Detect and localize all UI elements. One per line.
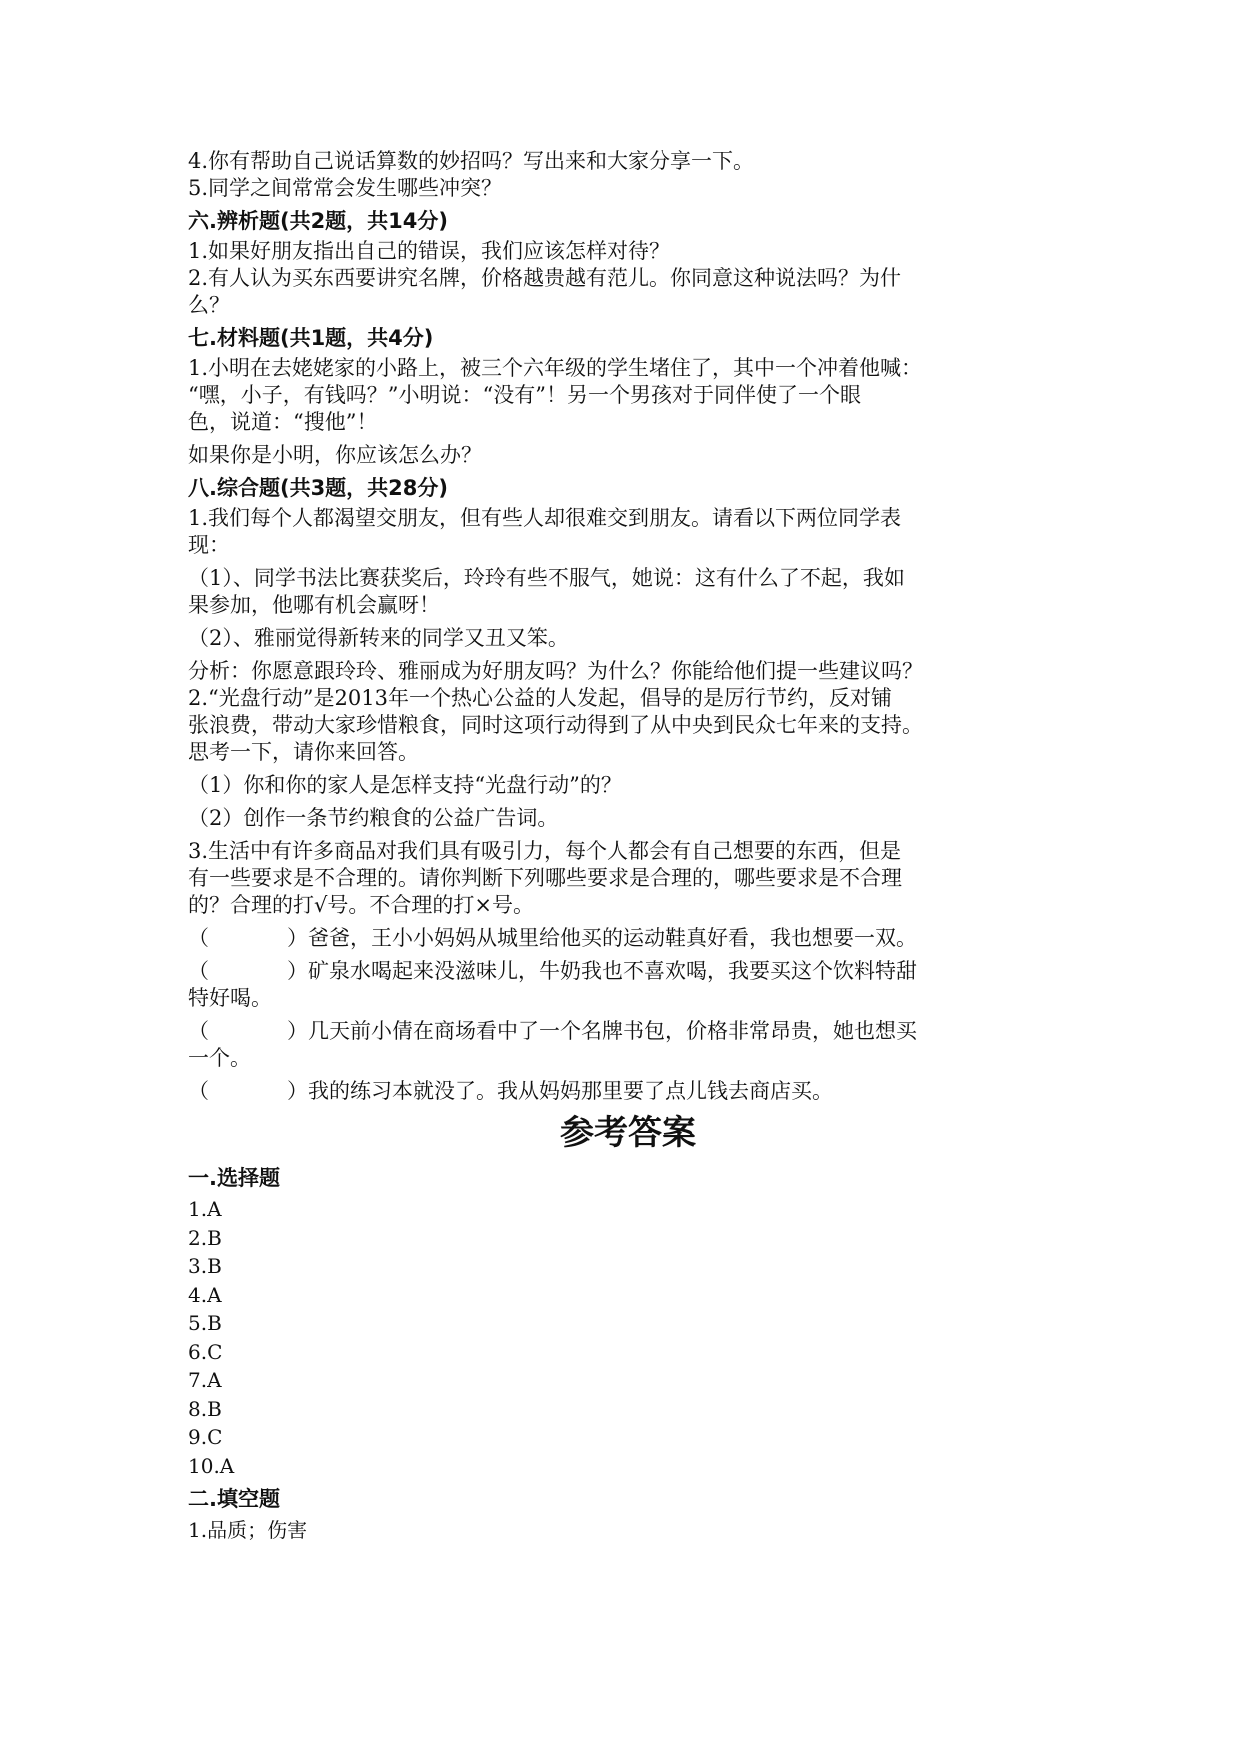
answer-item: 1.品质；伤害 bbox=[188, 1518, 308, 1542]
section-8-q2-sub: （2）创作一条节约粮食的公益广告词。 bbox=[188, 806, 559, 830]
exam-page bbox=[188, 148, 1068, 1545]
section-8-q2-sub: （1）你和你的家人是怎样支持“光盘行动”的？ bbox=[188, 773, 622, 797]
section-7-heading: 七.材料题(共1题，共4分) bbox=[188, 326, 434, 350]
judge-item-text: 几天前小倩在商场看中了一个名牌书包，价格非常昂贵，她也想买 bbox=[308, 1019, 917, 1043]
section-8-q1-case: 果参加，他哪有机会赢呀！ bbox=[188, 593, 440, 617]
section-8-q3: 有一些要求是不合理的。请你判断下列哪些要求是合理的，哪些要求是不合理 bbox=[188, 866, 902, 890]
answer-item: 6.C bbox=[188, 1339, 223, 1364]
section-6-question: 2.有人认为买东西要讲究名牌，价格越贵越有范儿。你同意这种说法吗？为什 bbox=[188, 266, 902, 290]
section-8-q2: 思考一下，请你来回答。 bbox=[188, 740, 419, 764]
section-8-q1-case: （1）、同学书法比赛获奖后，玲玲有些不服气，她说：这有什么了不起，我如 bbox=[188, 566, 905, 590]
answer-item: 7.A bbox=[188, 1368, 222, 1392]
judge-item-text: 我的练习本就没了。我从妈妈那里要了点儿钱去商店买。 bbox=[308, 1079, 833, 1103]
section-8-q2: 2.“光盘行动”是2013年一个热心公益的人发起，倡导的是厉行节约，反对铺 bbox=[188, 686, 892, 710]
judge-item bbox=[188, 925, 1068, 952]
answer-item: 3.B bbox=[188, 1254, 222, 1278]
judge-item-text: 矿泉水喝起来没滋味儿，牛奶我也不喜欢喝，我要买这个饮料特甜 bbox=[308, 959, 917, 983]
section-7-text: “嘿，小子，有钱吗？”小明说：“没有”！另一个男孩对于同伴使了一个眼 bbox=[188, 383, 861, 407]
section-6-question: 1.如果好朋友指出自己的错误，我们应该怎样对待？ bbox=[188, 239, 671, 263]
question-5: 5.同学之间常常会发生哪些冲突？ bbox=[188, 176, 503, 200]
judge-item bbox=[188, 1018, 1068, 1045]
section-8-q1: 现： bbox=[188, 533, 230, 557]
answer-item: 10.A bbox=[188, 1453, 235, 1478]
section-8-q2: 张浪费，带动大家珍惜粮食，同时这项行动得到了从中央到民众七年来的支持。 bbox=[188, 713, 923, 737]
section-7-question: 如果你是小明，你应该怎么办？ bbox=[188, 443, 482, 467]
answer-item: 1.A bbox=[188, 1197, 222, 1221]
answer-item: 9.C bbox=[188, 1425, 223, 1449]
judge-item bbox=[188, 1078, 1068, 1105]
answers-section-2-heading: 二.填空题 bbox=[188, 1487, 280, 1511]
section-6-question-cont: 么？ bbox=[188, 293, 230, 317]
section-8-heading: 八.综合题(共3题，共28分) bbox=[188, 476, 449, 500]
answer-item: 4.A bbox=[188, 1282, 222, 1307]
question-4: 4.你有帮助自己说话算数的妙招吗？写出来和大家分享一下。 bbox=[188, 149, 755, 173]
answers-section-1-heading: 一.选择题 bbox=[188, 1166, 280, 1190]
judge-bracket-open: （ bbox=[188, 959, 209, 983]
section-6-heading: 六.辨析题(共2题，共14分) bbox=[188, 209, 449, 233]
section-8-q1-case: （2）、雅丽觉得新转来的同学又丑又笨。 bbox=[188, 626, 569, 650]
answers-title: 参考答案 bbox=[560, 1113, 696, 1153]
judge-item-cont: 特好喝。 bbox=[188, 986, 272, 1010]
section-8-q3: 的？合理的打√号。不合理的打×号。 bbox=[188, 893, 534, 917]
judge-bracket-open: （ bbox=[188, 1079, 209, 1103]
answer-item: 8.B bbox=[188, 1396, 222, 1421]
judge-bracket-close: ） bbox=[287, 959, 308, 983]
judge-bracket-close: ） bbox=[287, 1019, 308, 1043]
section-7-text: 1.小明在去姥姥家的小路上，被三个六年级的学生堵住了，其中一个冲着他喊： bbox=[188, 356, 923, 380]
judge-bracket-open: （ bbox=[188, 1019, 209, 1043]
section-8-q1-analysis: 分析：你愿意跟玲玲、雅丽成为好朋友吗？为什么？你能给他们提一些建议吗？ bbox=[188, 659, 923, 683]
judge-item bbox=[188, 958, 1068, 985]
judge-bracket-close: ） bbox=[287, 926, 308, 950]
judge-bracket-close: ） bbox=[287, 1079, 308, 1103]
section-8-q1: 1.我们每个人都渴望交朋友，但有些人却很难交到朋友。请看以下两位同学表 bbox=[188, 506, 902, 530]
section-7-text: 色，说道：“搜他”！ bbox=[188, 410, 378, 434]
answer-item: 2.B bbox=[188, 1225, 222, 1250]
judge-item-text: 爸爸，王小小妈妈从城里给他买的运动鞋真好看，我也想要一双。 bbox=[308, 926, 917, 950]
judge-bracket-open: （ bbox=[188, 926, 209, 950]
answer-item: 5.B bbox=[188, 1311, 222, 1335]
section-8-q3: 3.生活中有许多商品对我们具有吸引力，每个人都会有自己想要的东西，但是 bbox=[188, 839, 902, 863]
judge-item-cont: 一个。 bbox=[188, 1046, 251, 1070]
